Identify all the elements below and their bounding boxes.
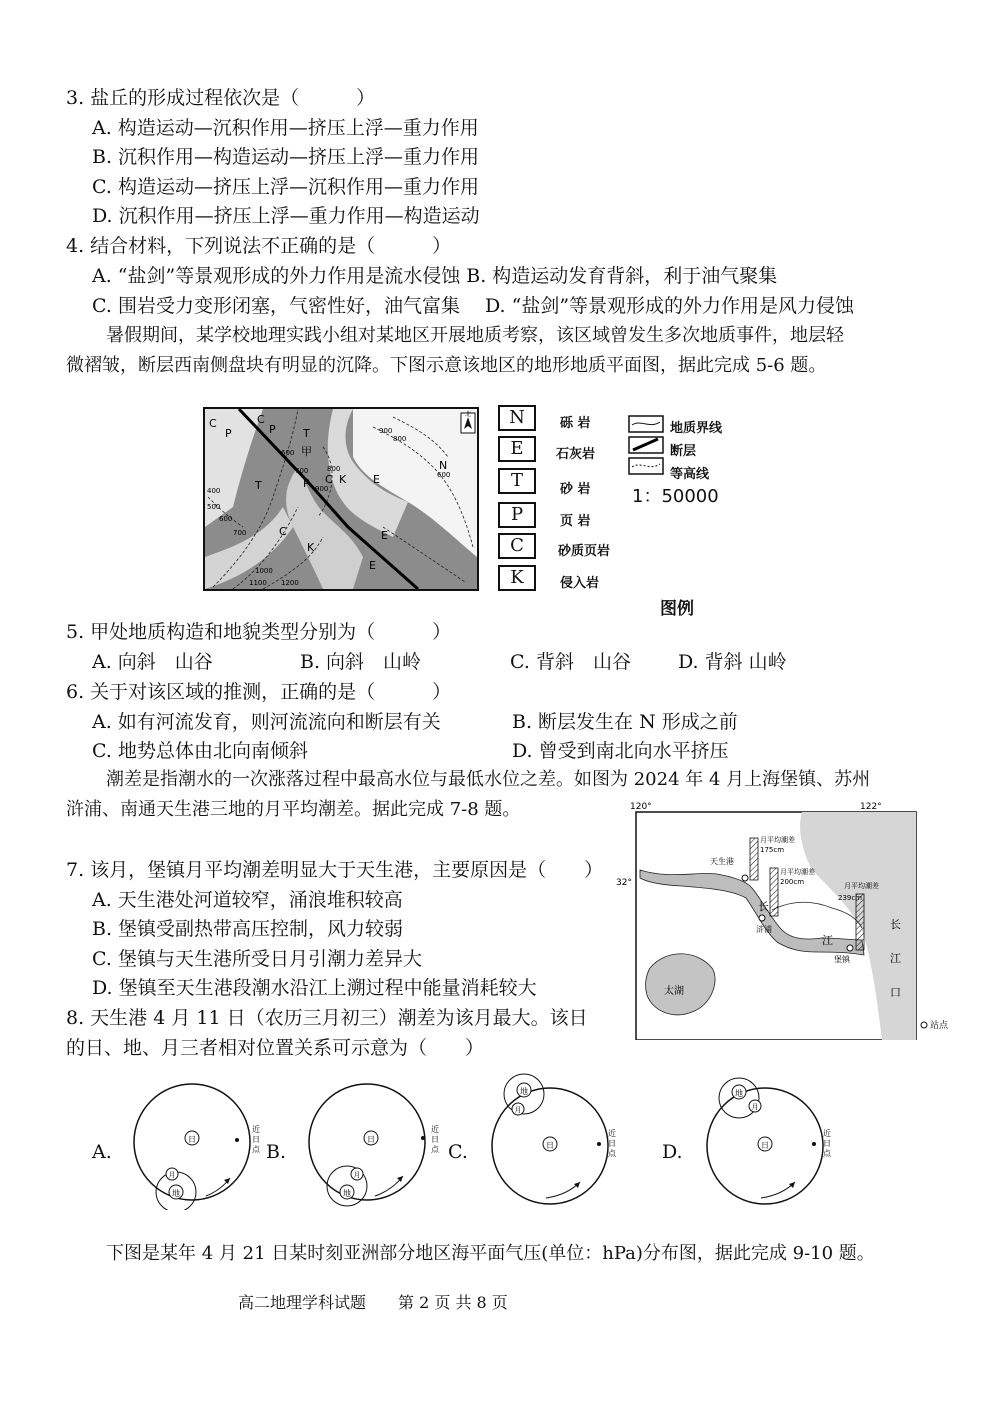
- tide-label: 月平均潮差: [844, 882, 879, 890]
- legend-rock-name: 砂 岩: [560, 482, 591, 497]
- mouth-label: 长: [890, 918, 901, 931]
- moon-label: 月: [168, 1171, 176, 1179]
- legend-rock-code: N: [498, 405, 536, 431]
- map-label: C: [279, 525, 287, 538]
- map-scale: 1：50000: [632, 486, 719, 507]
- sun-label: 日: [546, 1141, 554, 1150]
- legend-rock-name: 侵入岩: [560, 576, 600, 591]
- intro-7-8-line2: 浒浦、南通天生港三地的月平均潮差。据此完成 7-8 题。: [66, 799, 521, 820]
- moon-label: 月: [514, 1106, 522, 1114]
- q7-option-a: A. 天生港处河道较窄，涌浪堆积较高: [92, 889, 403, 911]
- legend-rock-code: K: [498, 565, 536, 591]
- perihelion-label: 日: [252, 1135, 260, 1144]
- map-label: K: [339, 473, 347, 486]
- river-label: 长: [758, 900, 769, 913]
- legend-rock-code: E: [498, 436, 536, 462]
- perihelion-label: 日: [823, 1139, 831, 1148]
- earth-label: 地: [520, 1087, 528, 1096]
- q7-stem: 7. 该月，堡镇月平均潮差明显大于天生港，主要原因是（ ）: [66, 859, 604, 881]
- perihelion-label: 近: [252, 1125, 260, 1134]
- q4-options-cd: C. 围岩受力变形闭塞，气密性好，油气富集 D. “盐剑”等景观形成的外力作用是风力侵蚀: [92, 295, 855, 317]
- perihelion-label: 点: [431, 1145, 439, 1154]
- tide-value: 239cm: [838, 894, 863, 902]
- contour-label: 500: [207, 503, 221, 511]
- map-label: C: [325, 473, 333, 486]
- lon-label: 120°: [630, 802, 652, 812]
- tide-map: [612, 800, 958, 1040]
- legend-line-contour: 等高线: [670, 467, 710, 482]
- intro-9-10: 下图是某年 4 月 21 日某时刻亚洲部分地区海平面气压(单位：hPa)分布图，据此完成 9-10 题。: [106, 1243, 875, 1264]
- perihelion-label: 日: [608, 1139, 616, 1148]
- lake-label: 太湖: [664, 986, 684, 997]
- q6-option-b: B. 断层发生在 N 形成之前: [512, 711, 738, 733]
- sun-label: 日: [761, 1141, 769, 1150]
- contour-label: 700: [295, 467, 309, 475]
- q3-option-a: A. 构造运动—沉积作用—挤压上浮—重力作用: [92, 117, 479, 139]
- line-legend-symbols: [628, 415, 668, 475]
- contour-label: 900: [315, 485, 329, 493]
- perihelion-label: 点: [608, 1149, 616, 1158]
- orbit-option-c-letter: C.: [448, 1141, 468, 1163]
- moon-label: 月: [751, 1103, 759, 1111]
- contour-label: 1100: [249, 579, 267, 587]
- lat-label: 32°: [616, 878, 632, 888]
- orbit-diagram-c: [480, 1072, 630, 1210]
- contour-label: 800: [393, 435, 407, 443]
- station-legend: 站点: [930, 1021, 949, 1031]
- lon-label: 122°: [860, 802, 882, 812]
- perihelion-label: 日: [431, 1135, 439, 1144]
- q7-option-d: D. 堡镇至天生港段潮水沿江上溯过程中能量消耗较大: [92, 977, 537, 999]
- legend-rock-name: 砂质页岩: [558, 544, 611, 559]
- station-name: 天生港: [710, 857, 734, 866]
- map-label: E: [381, 529, 388, 542]
- q6-option-d: D. 曾受到南北向水平挤压: [512, 740, 729, 762]
- tide-value: 175cm: [760, 846, 785, 854]
- tide-label: 月平均潮差: [760, 836, 795, 844]
- tide-value: 200cm: [780, 878, 805, 886]
- map-label: 甲: [301, 445, 312, 458]
- q3-option-b: B. 沉积作用—构造运动—挤压上浮—重力作用: [92, 146, 480, 168]
- contour-label: 900: [379, 427, 393, 435]
- orbit-option-b-letter: B.: [266, 1141, 287, 1163]
- perihelion-label: 点: [823, 1149, 831, 1158]
- legend-rock-code: C: [498, 533, 536, 559]
- q3-option-c: C. 构造运动—挤压上浮—沉积作用—重力作用: [92, 176, 479, 198]
- q6-option-c: C. 地势总体由北向南倾斜: [92, 740, 308, 762]
- q5-stem: 5. 甲处地质构造和地貌类型分别为（ ）: [66, 621, 452, 643]
- q5-option-d: D. 背斜 山岭: [678, 651, 787, 673]
- station-name: 浒浦: [756, 925, 772, 934]
- orbit-option-d-letter: D.: [662, 1141, 683, 1163]
- q3-stem: 3. 盐丘的形成过程依次是（ ）: [66, 87, 376, 109]
- mouth-label: 江: [890, 952, 901, 965]
- contour-label: 400: [207, 487, 221, 495]
- orbit-diagram-b: [295, 1080, 445, 1210]
- map-label: C: [257, 413, 265, 426]
- contour-label: 600: [219, 515, 233, 523]
- footer-page: 第 2 页 共 8 页: [398, 1293, 508, 1312]
- orbit-option-a-letter: A.: [92, 1141, 112, 1163]
- q5-option-a: A. 向斜 山谷: [92, 651, 213, 673]
- river-label: 江: [822, 934, 833, 947]
- sun-label: 日: [188, 1135, 196, 1144]
- q5-option-c: C. 背斜 山谷: [510, 651, 631, 673]
- orbit-diagram-a: [120, 1080, 270, 1210]
- map-label: T: [255, 479, 262, 492]
- q7-option-c: C. 堡镇与天生港所受日月引潮力差异大: [92, 948, 422, 970]
- intro-5-6-line2: 微褶皱，断层西南侧盘块有明显的沉降。下图示意该地区的地形地质平面图，据此完成 5-6 题。: [66, 355, 827, 376]
- legend-line-fault: 断层: [670, 444, 697, 459]
- contour-label: 600: [437, 471, 451, 479]
- q3-option-d: D. 沉积作用—挤压上浮—重力作用—构造运动: [92, 205, 480, 227]
- legend-rock-code: P: [498, 502, 536, 528]
- geologic-map: [203, 407, 479, 591]
- q8-stem-line2: 的日、地、月三者相对位置关系可示意为（ ）: [66, 1037, 485, 1059]
- contour-label: 1200: [281, 579, 299, 587]
- q7-option-b: B. 堡镇受副热带高压控制，风力较弱: [92, 918, 404, 940]
- q4-options-ab: A. “盐剑”等景观形成的外力作用是流水侵蚀 B. 构造运动发育背斜，利于油气聚集: [92, 265, 778, 287]
- map-label: E: [373, 473, 380, 486]
- map-label: C: [209, 417, 217, 430]
- legend-rock-code: T: [498, 468, 536, 494]
- map-label: P: [269, 423, 276, 436]
- q5-option-b: B. 向斜 山岭: [300, 651, 422, 673]
- station-name: 堡镇: [834, 955, 850, 964]
- moon-label: 月: [353, 1171, 361, 1179]
- contour-label: 1000: [255, 567, 273, 575]
- perihelion-label: 近: [431, 1125, 439, 1134]
- north-label: 北: [464, 411, 472, 418]
- footer-subject: 高二地理学科试题: [238, 1293, 367, 1312]
- q6-stem: 6. 关于对该区域的推测，正确的是（ ）: [66, 681, 452, 703]
- sun-label: 日: [367, 1135, 375, 1144]
- perihelion-label: 点: [252, 1145, 260, 1154]
- legend-title: 图例: [660, 599, 694, 619]
- tide-label: 月平均潮差: [780, 868, 815, 876]
- orbit-diagram-d: [695, 1072, 845, 1210]
- map-label: P: [225, 427, 232, 440]
- earth-label: 地: [735, 1089, 743, 1098]
- earth-label: 地: [172, 1189, 180, 1198]
- contour-label: 700: [233, 529, 247, 537]
- perihelion-label: 近: [608, 1129, 616, 1138]
- q6-option-a: A. 如有河流发育，则河流流向和断层有关: [92, 711, 441, 733]
- mouth-label: 口: [890, 986, 901, 999]
- q8-stem-line1: 8. 天生港 4 月 11 日（农历三月初三）潮差为该月最大。该日: [66, 1007, 588, 1029]
- q4-stem: 4. 结合材料，下列说法不正确的是（ ）: [66, 235, 452, 257]
- map-label: E: [369, 559, 376, 572]
- legend-rock-name: 砾 岩: [560, 416, 591, 431]
- map-label: T: [303, 427, 310, 440]
- earth-label: 地: [343, 1189, 351, 1198]
- map-label: K: [307, 541, 315, 554]
- contour-label: 800: [327, 465, 341, 473]
- perihelion-label: 近: [823, 1129, 831, 1138]
- legend-rock-name: 页 岩: [560, 514, 591, 529]
- map-label: N: [439, 459, 448, 472]
- legend-rock-name: 石灰岩: [556, 447, 596, 462]
- legend-line-boundary: 地质界线: [670, 421, 723, 436]
- contour-label: 600: [281, 449, 295, 457]
- intro-7-8-line1: 潮差是指潮水的一次涨落过程中最高水位与最低水位之差。如图为 2024 年 4 月上海堡镇、苏州: [106, 769, 871, 790]
- intro-5-6-line1: 暑假期间，某学校地理实践小组对某地区开展地质考察，该区域曾发生多次地质事件，地层轻: [106, 325, 844, 346]
- map-label: P: [303, 477, 310, 490]
